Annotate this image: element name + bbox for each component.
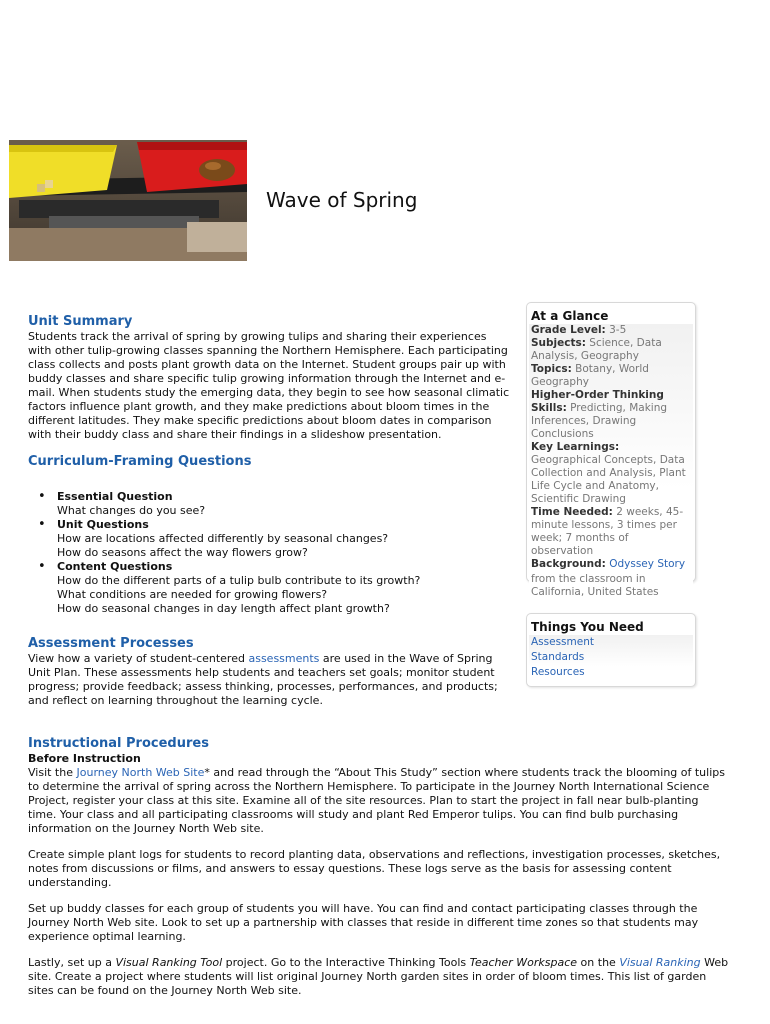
- list-item: [28, 518, 510, 560]
- subjects-value: Science, Data Analysis, Geography: [531, 337, 662, 362]
- instructional-heading: Instructional Procedures: [28, 736, 209, 751]
- things-you-need-box: [526, 613, 696, 687]
- key-learnings: [531, 441, 691, 506]
- hot-skills-label: Higher-Order Thinking Skills:: [531, 389, 664, 414]
- list-item: [28, 490, 510, 518]
- standards-link[interactable]: Standards: [531, 651, 585, 663]
- instructional-paragraph-2: Create simple plant logs for students to record planting data, observations and reflections, investigation processes, sketches, notes from discussions or films, and answers to essay questions. These logs serve as the basis for assessing content understanding.: [28, 848, 721, 889]
- background: [531, 558, 691, 571]
- subjects: [531, 337, 691, 363]
- page-title: Wave of Spring: [266, 188, 418, 212]
- hero-image: [9, 140, 247, 261]
- assessment-text: [28, 652, 510, 708]
- odyssey-story-link[interactable]: Odyssey Story: [609, 558, 686, 570]
- assessments-link[interactable]: assessments: [248, 652, 320, 665]
- time-needed-value: 2 weeks, 45-minute lessons, 3 times per week; 7 months of observation: [531, 506, 684, 557]
- assessment-text-end: are used in the Wave of Spring Unit Plan. These assessments help students and teachers set goals; monitor student progress; provide feedback; assess thinking, processes, performances, and products; and reflect on learning throughout the learning cycle.: [28, 652, 498, 707]
- p1-start: Visit the: [28, 766, 77, 779]
- instructional-paragraph-3: Set up buddy classes for each group of students you will have. You can find and contact participating classes through the Journey North Web site. Look to set up a partnership with classes that reside in different time zones so that students may experience optimal learning.: [28, 902, 699, 943]
- before-instruction-heading: Before Instruction: [28, 752, 141, 765]
- time-needed-label: Time Needed:: [531, 506, 613, 518]
- p4-part-b: project. Go to the Interactive Thinking Tools: [222, 956, 470, 969]
- assessment-text-start: View how a variety of student-centered: [28, 652, 249, 665]
- grade-level-label: Grade Level:: [531, 324, 606, 336]
- p4-part-c: on the: [577, 956, 620, 969]
- question-line: What conditions are needed for growing flowers?: [57, 588, 328, 601]
- question-line: How do seasonal changes in day length affect plant growth?: [57, 602, 390, 615]
- assessment-heading: Assessment Processes: [28, 636, 194, 651]
- at-a-glance-content: [529, 324, 693, 599]
- p1-end: * and read through the “About This Study” section where students track the blooming of tulips to determine the arrival of spring across the Northern Hemisphere. To participate in the Journey North International Science Project, register your class at this site. Examine all of the site resources. Plan to start the project in fall near bulb-planting time. Your class and all participating classrooms will study and plant Red Emperor tulips. You can find bulb purchasing information on the Journey North Web site.: [28, 766, 725, 835]
- topics-value: Botany, World Geography: [531, 363, 649, 388]
- essential-question-heading: • Essential Question: [57, 490, 173, 503]
- cfq-heading: Curriculum-Framing Questions: [28, 454, 252, 469]
- topics: [531, 363, 691, 389]
- list-item: [28, 560, 510, 616]
- visual-ranking-link[interactable]: Visual Ranking: [619, 956, 701, 969]
- at-a-glance-box: [526, 302, 696, 598]
- time-needed: [531, 506, 691, 558]
- resources-link[interactable]: Resources: [531, 666, 585, 678]
- instructional-paragraph-1: [28, 766, 730, 836]
- unit-summary-heading: Unit Summary: [28, 314, 133, 329]
- things-you-need-title: Things You Need: [531, 620, 644, 634]
- things-you-need-links: [529, 635, 693, 680]
- grade-level-value: 3-5: [605, 324, 627, 336]
- content-questions-heading: • Content Questions: [57, 560, 173, 573]
- question-line: What changes do you see?: [57, 504, 206, 517]
- question-line: How are locations affected differently by seasonal changes?: [57, 532, 389, 545]
- key-learnings-value: Geographical Concepts, Data Collection and Analysis, Plant Life Cycle and Anatomy, Scientific Drawing: [531, 454, 686, 505]
- instructional-paragraph-4: [28, 956, 730, 998]
- assessment-link[interactable]: Assessment: [531, 636, 594, 648]
- p4-part-a: Lastly, set up a: [28, 956, 116, 969]
- unit-summary-text: Students track the arrival of spring by growing tulips and sharing their experiences with other tulip-growing classes spanning the Northern Hemisphere. Each participating class collects and posts plant growth data on the Internet. Student groups pair up with buddy classes and share specific tulip growing information through the Internet and e-mail. When students study the emerging data, they begin to see how seasonal climatic factors influence plant growth, and they make predictions about bloom times in the different latitudes. They make specific predictions about bloom dates in comparison with their buddy class and share their findings in a slideshow presentation.: [28, 330, 510, 441]
- question-line: How do the different parts of a tulip bulb contribute to its growth?: [57, 574, 421, 587]
- grade-level: [531, 324, 691, 337]
- background-label: Background:: [531, 558, 606, 570]
- topics-label: Topics:: [531, 363, 572, 375]
- unit-questions-heading: • Unit Questions: [57, 518, 149, 531]
- at-a-glance-title: At a Glance: [531, 309, 609, 323]
- instructional-section: [28, 736, 730, 998]
- background-location: from the classroom in California, United States: [531, 573, 659, 598]
- cfq-list: [28, 490, 510, 616]
- p4-emphasis-1: Visual Ranking Tool: [115, 956, 223, 969]
- p4-part-d: Web site. Create a project where students will list original Journey North garden sites in order of bloom times. This list of garden sites can be found on the Journey North Web site.: [28, 956, 729, 997]
- hot-skills: [531, 389, 691, 441]
- subjects-label: Subjects:: [531, 337, 586, 349]
- key-learnings-label: Key Learnings:: [531, 441, 620, 453]
- question-line: How do seasons affect the way flowers grow?: [57, 546, 308, 559]
- p4-emphasis-2: Teacher Workspace: [469, 956, 578, 969]
- hot-skills-value: Predicting, Making Inferences, Drawing Conclusions: [531, 402, 668, 440]
- journey-north-link[interactable]: Journey North Web Site: [76, 766, 205, 779]
- main-content: [28, 314, 510, 708]
